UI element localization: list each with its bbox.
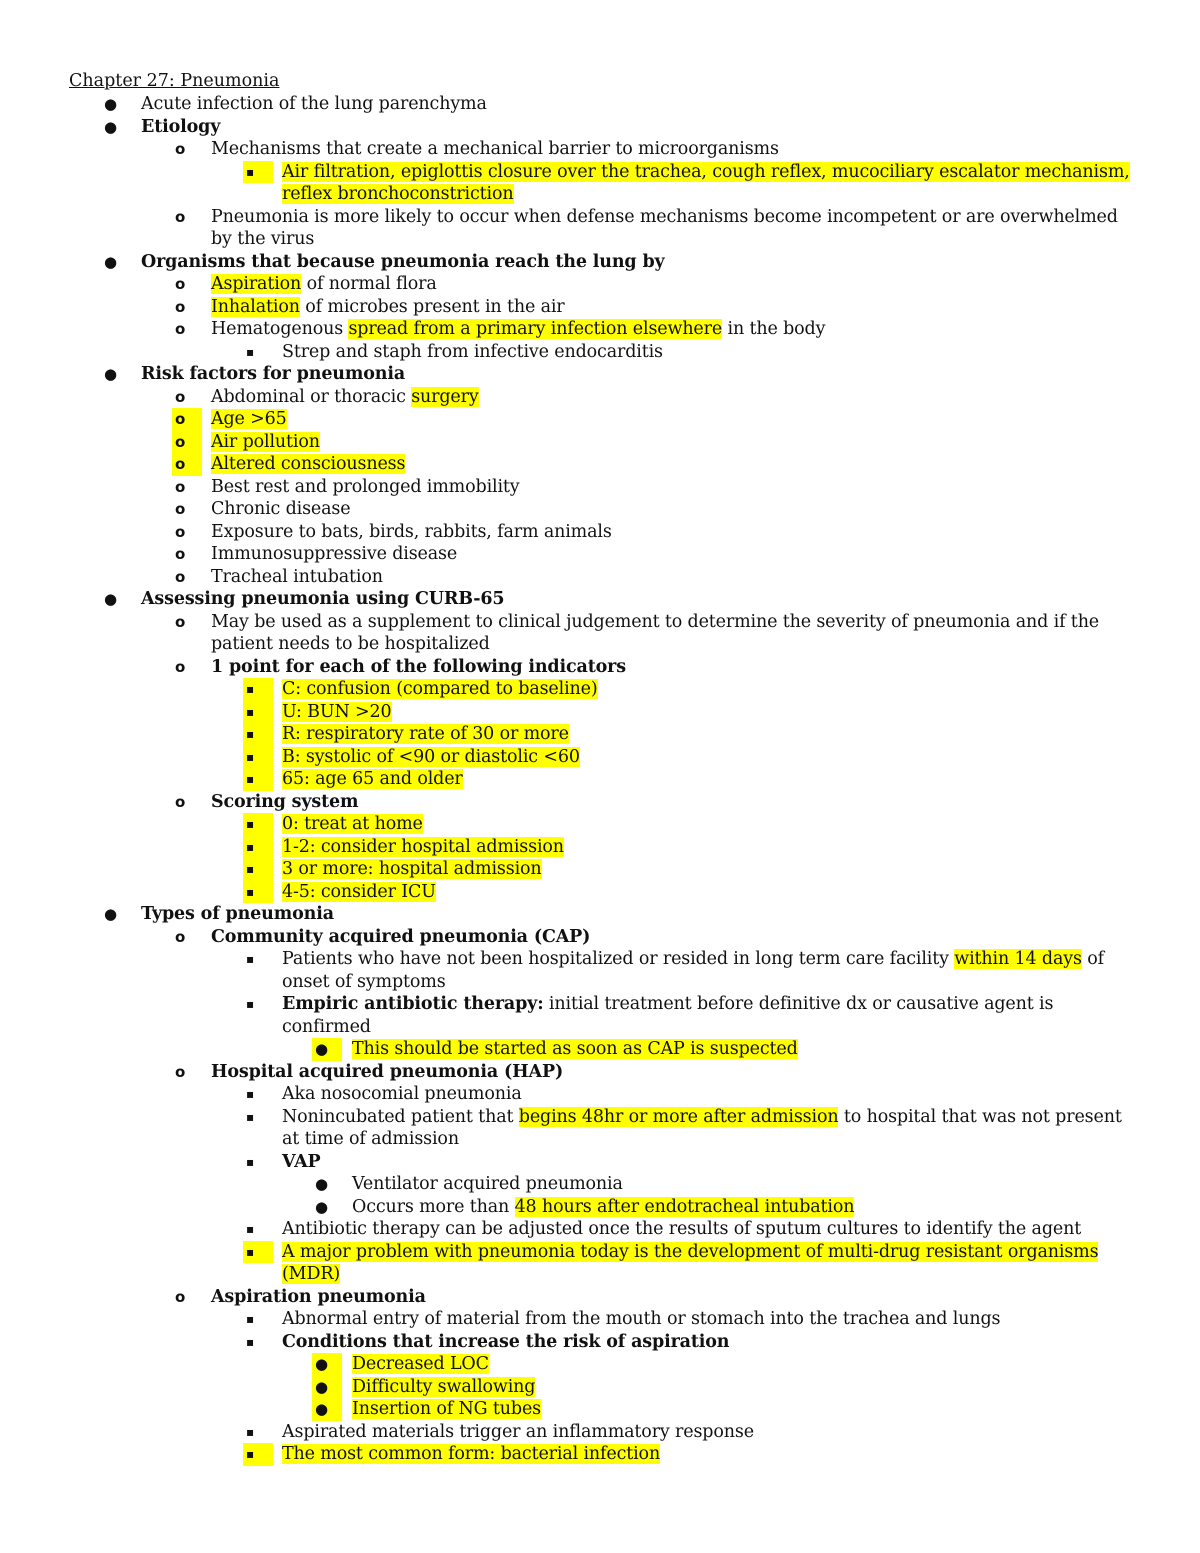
text-segment: 1 point for each of the following indicators: [211, 656, 626, 677]
highlighted-text: spread from a primary infection elsewhere: [348, 319, 723, 339]
text-segment: Aka nosocomial pneumonia: [282, 1084, 522, 1104]
text-segment: Best rest and prolonged immobility: [211, 476, 520, 497]
bullet-icon: ▪: [246, 749, 254, 764]
outline-line: [0, 611, 1200, 634]
bullet-icon: ▪: [246, 1154, 254, 1169]
highlighted-text: B: systolic of <90 or diastolic <60: [282, 746, 580, 767]
line-text: [211, 926, 590, 949]
text-segment: Ventilator acquired pneumonia: [352, 1174, 623, 1194]
bullet-icon: ●: [104, 95, 117, 113]
text-segment: Occurs more than: [352, 1196, 515, 1217]
highlighted-text: (MDR): [282, 1264, 341, 1284]
line-text: [141, 93, 487, 116]
outline-line: [0, 161, 1200, 184]
text-segment: at time of admission: [282, 1129, 459, 1149]
text-segment: Assessing pneumonia using CURB-65: [141, 589, 505, 609]
bullet-icon: ▪: [246, 1312, 254, 1326]
line-text: [211, 1061, 563, 1084]
bullet-icon: ▪: [246, 817, 254, 831]
outline-line: [0, 251, 1200, 274]
line-text: [211, 228, 314, 251]
outline-line: [0, 476, 1200, 499]
outline-line: [0, 431, 1200, 454]
text-segment: Aspiration pneumonia: [211, 1286, 426, 1307]
line-text: [282, 341, 663, 364]
line-text: [211, 476, 520, 499]
outline-line: [0, 926, 1200, 949]
bullet-icon: o: [175, 275, 186, 293]
text-segment: Acute infection of the lung parenchyma: [141, 94, 487, 114]
line-text: [282, 858, 542, 881]
line-text: [282, 1241, 1098, 1264]
outline-line: [0, 768, 1200, 791]
line-text: [282, 1263, 340, 1286]
bullet-icon: ●: [315, 1040, 328, 1058]
highlighted-text: reflex bronchoconstriction: [282, 184, 514, 204]
bullet-icon: o: [175, 612, 186, 631]
line-text: [282, 183, 514, 206]
line-text: [282, 1443, 660, 1466]
outline-line: [0, 858, 1200, 881]
bullet-icon: ●: [315, 1197, 328, 1216]
highlighted-text: The most common form: bacterial infection: [282, 1444, 661, 1464]
outline-line: [0, 1151, 1200, 1174]
line-text: [211, 206, 1118, 229]
highlighted-text: 48 hours after endotracheal intubation: [514, 1196, 855, 1217]
outline-line: [0, 881, 1200, 904]
highlighted-text: C: confusion (compared to baseline): [282, 679, 598, 699]
outline-line: [0, 993, 1200, 1016]
bullet-icon: ▪: [246, 1334, 254, 1349]
line-text: [282, 1083, 522, 1106]
line-text: [211, 431, 320, 454]
bullet-icon: o: [175, 927, 186, 946]
highlighted-text: Inhalation: [211, 296, 300, 317]
line-text: [282, 1421, 754, 1444]
bullet-icon: o: [175, 455, 186, 473]
highlighted-text: Insertion of NG tubes: [352, 1399, 542, 1419]
text-segment: by the virus: [211, 229, 315, 249]
bullet-icon: ▪: [246, 1424, 254, 1439]
bullet-icon: ●: [104, 905, 117, 923]
text-segment: Exposure to bats, birds, rabbits, farm animals: [211, 521, 612, 542]
outline-line: [0, 1353, 1200, 1376]
line-text: [282, 971, 446, 994]
bullet-icon: o: [175, 410, 186, 428]
text-segment: Abnormal entry of material from the mouth or stomach into the trachea and lungs: [282, 1309, 1001, 1329]
outline-line: [0, 543, 1200, 566]
highlighted-text: 0: treat at home: [282, 814, 423, 834]
line-text: [211, 318, 825, 341]
line-text: [141, 903, 334, 926]
line-text: [211, 273, 437, 296]
highlighted-text: within 14 days: [954, 949, 1082, 969]
outline-line: [0, 386, 1200, 409]
bullet-icon: o: [175, 140, 186, 158]
highlighted-text: Air pollution: [211, 431, 320, 452]
text-segment: Etiology: [141, 116, 221, 137]
bullet-icon: ▪: [246, 1222, 254, 1236]
highlighted-text: Aspiration: [211, 274, 302, 294]
line-text: [282, 836, 564, 859]
bullet-icon: ▪: [246, 682, 254, 696]
bullet-icon: ▪: [246, 727, 254, 741]
bullet-icon: o: [175, 545, 186, 563]
bullet-icon: ▪: [246, 772, 254, 786]
outline-line: [0, 1263, 1200, 1286]
bullet-icon: ●: [104, 590, 117, 608]
highlighted-text: 1-2: consider hospital admission: [282, 836, 564, 857]
line-text: [282, 813, 423, 836]
text-segment: onset of symptoms: [282, 971, 446, 992]
text-segment: Chronic disease: [211, 499, 351, 519]
outline-line: [0, 408, 1200, 431]
bullet-icon: ▪: [246, 839, 254, 854]
bullet-icon: ▪: [246, 862, 254, 876]
line-text: [282, 161, 1130, 184]
text-segment: Nonincubated patient that: [282, 1106, 519, 1127]
bullet-icon: ●: [104, 252, 117, 271]
text-segment: patient needs to be hospitalized: [211, 634, 490, 654]
outline-line: [0, 678, 1200, 701]
outline-line: [0, 948, 1200, 971]
outline-line: [0, 1398, 1200, 1421]
page-title: Chapter 27: Pneumonia: [69, 71, 280, 91]
outline-line: [0, 1061, 1200, 1084]
highlighted-text: This should be started as soon as CAP is suspected: [352, 1039, 798, 1059]
bullet-icon: o: [175, 1062, 186, 1081]
notes-outline: [0, 93, 1200, 1466]
text-segment: Abdominal or thoracic: [211, 386, 412, 407]
text-segment: of microbes present in the air: [299, 296, 565, 317]
bullet-icon: ▪: [246, 704, 254, 719]
bullet-icon: o: [175, 207, 186, 226]
bullet-icon: o: [175, 522, 186, 541]
line-text: [141, 363, 405, 386]
line-text: [282, 993, 1053, 1016]
line-text: [282, 1331, 729, 1354]
text-segment: Antibiotic therapy can be adjusted once the results of sputum cultures to identify the agent: [282, 1219, 1082, 1239]
line-text: [282, 1128, 459, 1151]
outline-line: [0, 746, 1200, 769]
outline-line: [0, 206, 1200, 229]
line-text: [211, 791, 358, 814]
outline-line: [0, 836, 1200, 859]
outline-line: [0, 1286, 1200, 1309]
bullet-icon: ●: [315, 1400, 328, 1418]
text-segment: May be used as a supplement to clinical judgement to determine the severity of pneumonia and if the: [211, 611, 1100, 632]
outline-line: [0, 588, 1200, 611]
line-text: [211, 498, 350, 521]
text-segment: Types of pneumonia: [141, 904, 334, 924]
bullet-icon: o: [175, 320, 186, 338]
bullet-icon: ▪: [246, 997, 254, 1011]
line-text: [211, 521, 612, 544]
bullet-icon: ▪: [246, 1087, 254, 1101]
outline-line: [0, 521, 1200, 544]
text-segment: Empiric antibiotic therapy:: [282, 994, 544, 1014]
line-text: [141, 588, 504, 611]
outline-line: [0, 903, 1200, 926]
outline-line: [0, 566, 1200, 589]
bullet-icon: o: [175, 792, 186, 811]
highlighted-text: 65: age 65 and older: [282, 769, 463, 789]
outline-line: [0, 1443, 1200, 1466]
outline-line: [0, 813, 1200, 836]
highlighted-text: U: BUN >20: [282, 701, 392, 722]
text-segment: Organisms that because pneumonia reach the lung by: [141, 251, 665, 272]
outline-line: [0, 656, 1200, 679]
outline-line: [0, 273, 1200, 296]
highlighted-text: Decreased LOC: [352, 1354, 489, 1374]
highlighted-text: Altered consciousness: [211, 454, 406, 474]
bullet-icon: ●: [315, 1175, 328, 1193]
highlighted-text: 3 or more: hospital admission: [282, 859, 542, 879]
bullet-icon: ●: [315, 1377, 328, 1396]
bullet-icon: o: [175, 567, 186, 586]
line-text: [352, 1196, 854, 1219]
line-text: [211, 138, 779, 161]
bullet-icon: ●: [315, 1355, 328, 1373]
line-text: [282, 1308, 1000, 1331]
bullet-icon: ▪: [246, 1244, 254, 1259]
line-text: [352, 1173, 623, 1196]
outline-line: [0, 296, 1200, 319]
outline-line: [0, 341, 1200, 364]
bullet-icon: o: [175, 657, 186, 676]
text-segment: Strep and staph from infective endocarditis: [282, 341, 663, 362]
text-segment: Tracheal intubation: [211, 566, 383, 587]
bullet-icon: o: [175, 297, 186, 316]
highlighted-text: surgery: [411, 386, 479, 407]
outline-line: [0, 1241, 1200, 1264]
outline-line: [0, 1038, 1200, 1061]
bullet-icon: ▪: [246, 344, 254, 359]
line-text: [141, 116, 220, 139]
highlighted-text: Air filtration, epiglottis closure over the trachea, cough reflex, mucociliary escalator mechanism,: [282, 161, 1130, 182]
outline-line: [0, 318, 1200, 341]
line-text: [282, 1106, 1122, 1129]
line-text: [282, 1218, 1081, 1241]
line-text: [282, 723, 569, 746]
line-text: [282, 678, 598, 701]
bullet-icon: o: [175, 432, 186, 451]
outline-line: [0, 1106, 1200, 1129]
highlighted-text: R: respiratory rate of 30 or more: [282, 724, 569, 744]
text-segment: of normal flora: [301, 274, 437, 294]
text-segment: Risk factors for pneumonia: [141, 364, 406, 384]
outline-line: [0, 791, 1200, 814]
bullet-icon: ▪: [246, 1109, 254, 1124]
outline-line: [0, 1376, 1200, 1399]
line-text: [352, 1353, 489, 1376]
outline-line: [0, 116, 1200, 139]
line-text: [211, 386, 479, 409]
outline-line: [0, 1421, 1200, 1444]
line-text: [211, 1286, 426, 1309]
outline-line: [0, 723, 1200, 746]
line-text: [211, 453, 405, 476]
line-text: [282, 948, 1104, 971]
bullet-icon: ▪: [246, 164, 254, 179]
text-segment: Immunosuppressive disease: [211, 544, 458, 564]
text-segment: confirmed: [282, 1016, 371, 1037]
highlighted-text: begins 48hr or more after admission: [518, 1106, 839, 1127]
outline-line: [0, 498, 1200, 521]
text-segment: initial treatment before definitive dx or causative agent is: [543, 994, 1054, 1014]
outline-line: [0, 183, 1200, 206]
line-text: [211, 296, 565, 319]
text-segment: Community acquired pneumonia (CAP): [211, 926, 591, 947]
bullet-icon: o: [175, 387, 186, 406]
bullet-icon: ▪: [246, 884, 254, 899]
outline-line: [0, 1331, 1200, 1354]
outline-line: [0, 1308, 1200, 1331]
highlighted-text: A major problem with pneumonia today is the development of multi-drug resistant organisms: [282, 1241, 1099, 1262]
bullet-icon: ▪: [246, 1447, 254, 1461]
line-text: [282, 881, 436, 904]
text-segment: Aspirated materials trigger an inflammatory response: [282, 1421, 754, 1442]
text-segment: in the body: [722, 319, 826, 339]
text-segment: Pneumonia is more likely to occur when defense mechanisms become incompetent or are overwhelmed: [211, 206, 1118, 227]
outline-line: [0, 1196, 1200, 1219]
outline-line: [0, 453, 1200, 476]
bullet-icon: o: [175, 1287, 186, 1306]
line-text: [141, 251, 665, 274]
bullet-icon: ▪: [246, 952, 254, 966]
outline-line: [0, 971, 1200, 994]
text-segment: VAP: [282, 1151, 321, 1172]
outline-line: [0, 633, 1200, 656]
outline-line: [0, 1218, 1200, 1241]
outline-line: [0, 138, 1200, 161]
text-segment: Scoring system: [211, 791, 359, 812]
line-text: [352, 1038, 798, 1061]
bullet-icon: o: [175, 500, 186, 518]
text-segment: Mechanisms that create a mechanical barrier to microorganisms: [211, 139, 779, 159]
bullet-icon: ●: [104, 365, 117, 383]
outline-line: [0, 363, 1200, 386]
highlighted-text: Difficulty swallowing: [352, 1376, 536, 1397]
line-text: [211, 633, 490, 656]
line-text: [282, 768, 463, 791]
highlighted-text: 4-5: consider ICU: [282, 881, 436, 902]
outline-line: [0, 1173, 1200, 1196]
text-segment: Conditions that increase the risk of aspiration: [282, 1331, 730, 1352]
text-segment: of: [1081, 949, 1104, 969]
outline-line: [0, 228, 1200, 251]
outline-line: [0, 701, 1200, 724]
line-text: [282, 701, 392, 724]
outline-line: [0, 1016, 1200, 1039]
text-segment: Hematogenous: [211, 319, 349, 339]
outline-line: [0, 1083, 1200, 1106]
line-text: [282, 1151, 321, 1174]
highlighted-text: Age >65: [211, 409, 287, 429]
line-text: [211, 656, 626, 679]
line-text: [211, 611, 1099, 634]
line-text: [211, 566, 383, 589]
text-segment: Patients who have not been hospitalized or resided in long term care facility: [282, 949, 955, 969]
line-text: [211, 408, 287, 431]
bullet-icon: o: [175, 477, 186, 496]
line-text: [352, 1398, 541, 1421]
line-text: [282, 746, 580, 769]
text-segment: Hospital acquired pneumonia (HAP): [211, 1061, 564, 1082]
line-text: [352, 1376, 535, 1399]
text-segment: to hospital that was not present: [838, 1106, 1122, 1127]
bullet-icon: ●: [104, 117, 117, 136]
line-text: [211, 543, 457, 566]
outline-line: [0, 93, 1200, 116]
outline-line: [0, 1128, 1200, 1151]
line-text: [282, 1016, 371, 1039]
